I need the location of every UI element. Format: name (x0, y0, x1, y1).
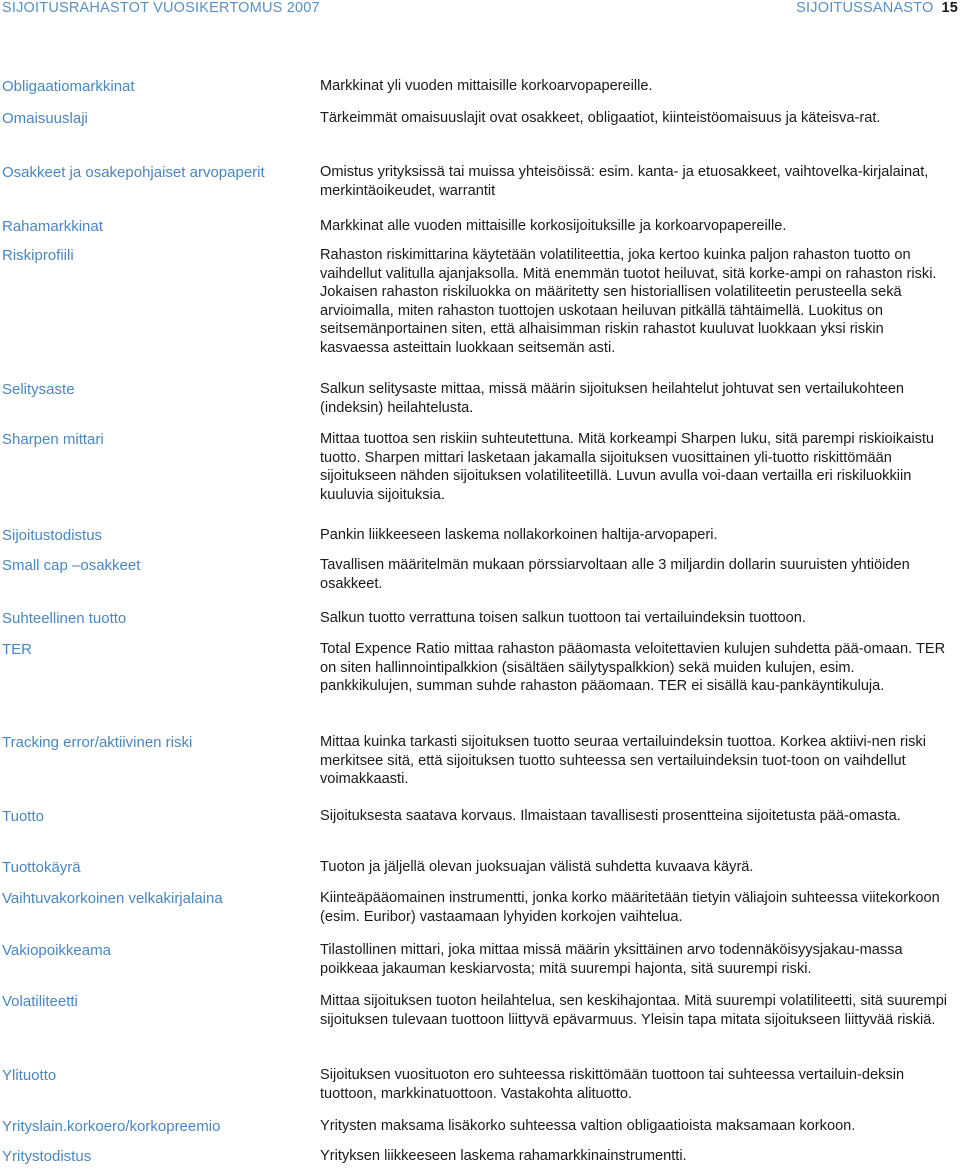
page-number: 15 (941, 0, 958, 16)
glossary-definition: Sijoituksesta saatava korvaus. Ilmaistaan tavallisesti prosentteina sijoitetusta pää-omasta. (320, 808, 901, 824)
publication-title: SIJOITUSRAHASTOT VUOSIKERTOMUS 2007 (2, 0, 320, 16)
page-header (0, 0, 960, 22)
section-title (796, 0, 958, 16)
glossary-definition: Salkun selitysaste mittaa, missä määrin sijoituksen heilahtelut johtuvat sen vertailukohteen (indeksin) heilahtelusta. (320, 381, 905, 416)
glossary-term: Vakiopoikkeama (2, 942, 111, 959)
glossary-term: Selitysaste (2, 381, 75, 398)
glossary-term: Yritystodistus (2, 1148, 92, 1165)
glossary-term: Osakkeet ja osakepohjaiset arvopaperit (2, 164, 265, 181)
glossary-definition: Yritysten maksama lisäkorko suhteessa valtion obligaatioista maksamaan korkoon. (320, 1118, 856, 1134)
glossary-definition: Tavallisen määritelmän mukaan pörssiarvoltaan alle 3 miljardin dollarin suuruisten yhtiöiden osakkeet. (320, 557, 910, 592)
glossary-term: Ylituotto (2, 1067, 57, 1084)
glossary-definition: Sijoituksen vuosituoton ero suhteessa riskittömään tuottoon tai suhteessa vertailuin-deksin tuottoon, markkinatuottoon. Vastakohta alituotto. (320, 1067, 905, 1102)
glossary-term: Small cap –osakkeet (2, 557, 141, 574)
glossary-definition: Mittaa sijoituksen tuoton heilahtelua, sen keskihajontaa. Mitä suurempi volatiliteetti, sitä suurempi sijoituksen tulevaan tuottoon liittyvä epävarmuus. Yleisin tapa mitata sijoitukseen liittyvää riskiä. (320, 993, 948, 1028)
glossary-definition: Markkinat yli vuoden mittaisille korkoarvopapereille. (320, 78, 653, 94)
glossary-term: Sijoitustodistus (2, 527, 103, 544)
glossary-term: Suhteellinen tuotto (2, 610, 127, 627)
glossary-definition: Tärkeimmät omaisuuslajit ovat osakkeet, obligaatiot, kiinteistöomaisuus ja käteisva-rat. (320, 110, 881, 126)
glossary-term: Vaihtuvakorkoinen velkakirjalaina (2, 890, 223, 907)
glossary-definition: Omistus yrityksissä tai muissa yhteisöissä: esim. kanta- ja etuosakkeet, vaihtovelka-kirjalainat, merkintäoikeudet, warrantit (320, 164, 929, 199)
glossary-definition: Mittaa kuinka tarkasti sijoituksen tuotto seuraa vertailuindeksin tuottoa. Korkea aktiivi-nen riski merkitsee sitä, että sijoituksen tuotto suhteessa sen vertailuindeksin tuot-toon on vaihdellut voimakkaasti. (320, 734, 926, 788)
glossary-term: Sharpen mittari (2, 431, 104, 448)
glossary-term: Omaisuuslaji (2, 110, 88, 127)
section-name: SIJOITUSSANASTO (796, 0, 934, 16)
glossary-definition: Pankin liikkeeseen laskema nollakorkoinen haltija-arvopaperi. (320, 527, 718, 543)
glossary-term: Tracking error/aktiivinen riski (2, 734, 193, 751)
glossary-definition: Rahaston riskimittarina käytetään volatiliteettia, joka kertoo kuinka paljon rahaston tuotto on vaihdellut valitulla ajanjaksolla. Mitä enemmän tuotot heiluvat, sitä korke-ampi on rahaston riski. Jokaisen rahaston riskiluokka on määritetty sen historiallisen volatiliteetin perusteella sekä arvioimalla, miten rahaston tuottojen uskotaan heiluvan pitkällä tähtäimellä. Luokitus on seitsemänportainen siten, että alhaisimman riskin rahastot kuuluvat luokkaan yksi riskin kasvaessa asteittain luokkaan seitsemän asti. (320, 247, 937, 356)
glossary-definition: Kiinteäpääomainen instrumentti, jonka korko määritetään tietyin väliajoin suhteessa viitekorkoon (esim. Euribor) vastaamaan lyhyiden korkojen vaihtelua. (320, 890, 940, 925)
glossary-term: Volatiliteetti (2, 993, 78, 1010)
glossary-definition: Tilastollinen mittari, joka mittaa missä määrin yksittäinen arvo todennäköisyysjakau-massa poikkeaa jakauman keskiarvosta; mitä suurempi hajonta, sitä suurempi riski. (320, 942, 903, 977)
glossary-definition: Mittaa tuottoa sen riskiin suhteutettuna. Mitä korkeampi Sharpen luku, sitä parempi riskioikaistu tuotto. Sharpen mittari lasketaan jakamalla sijoituksen vuosittainen yli-tuotto riskittömään sijoitukseen nähden sijoituksen volatiliteetillä. Luvun avulla voi-daan vertailla eri riskiluokkiin kuuluvia sijoituksia. (320, 431, 935, 503)
glossary-term: Tuottokäyrä (2, 859, 81, 876)
glossary-definition: Yrityksen liikkeeseen laskema rahamarkkinainstrumentti. (320, 1148, 687, 1164)
glossary-definition: Markkinat alle vuoden mittaisille korkosijoituksille ja korkoarvopapereille. (320, 218, 787, 234)
glossary-term: Rahamarkkinat (2, 218, 103, 235)
glossary-definition: Tuoton ja jäljellä olevan juoksuajan välistä suhdetta kuvaava käyrä. (320, 859, 754, 875)
glossary-term: Yrityslain.korkoero/korkopreemio (2, 1118, 221, 1135)
glossary-definition: Salkun tuotto verrattuna toisen salkun tuottoon tai vertailuindeksin tuottoon. (320, 610, 806, 626)
glossary-term: Obligaatiomarkkinat (2, 78, 135, 95)
glossary-term: Riskiprofiili (2, 247, 74, 264)
glossary-term: Tuotto (2, 808, 44, 825)
glossary-definition: Total Expence Ratio mittaa rahaston pääomasta veloitettavien kulujen suhdetta pää-omaan. TER on siten hallinnointipalkkion (sisältäen säilytyspalkkion) sekä muiden kulujen, esim. pankkikulujen, summan suhde rahaston pääomaan. TER ei sisällä kau-pankäyntikuluja. (320, 641, 946, 695)
glossary-term: TER (2, 641, 32, 658)
